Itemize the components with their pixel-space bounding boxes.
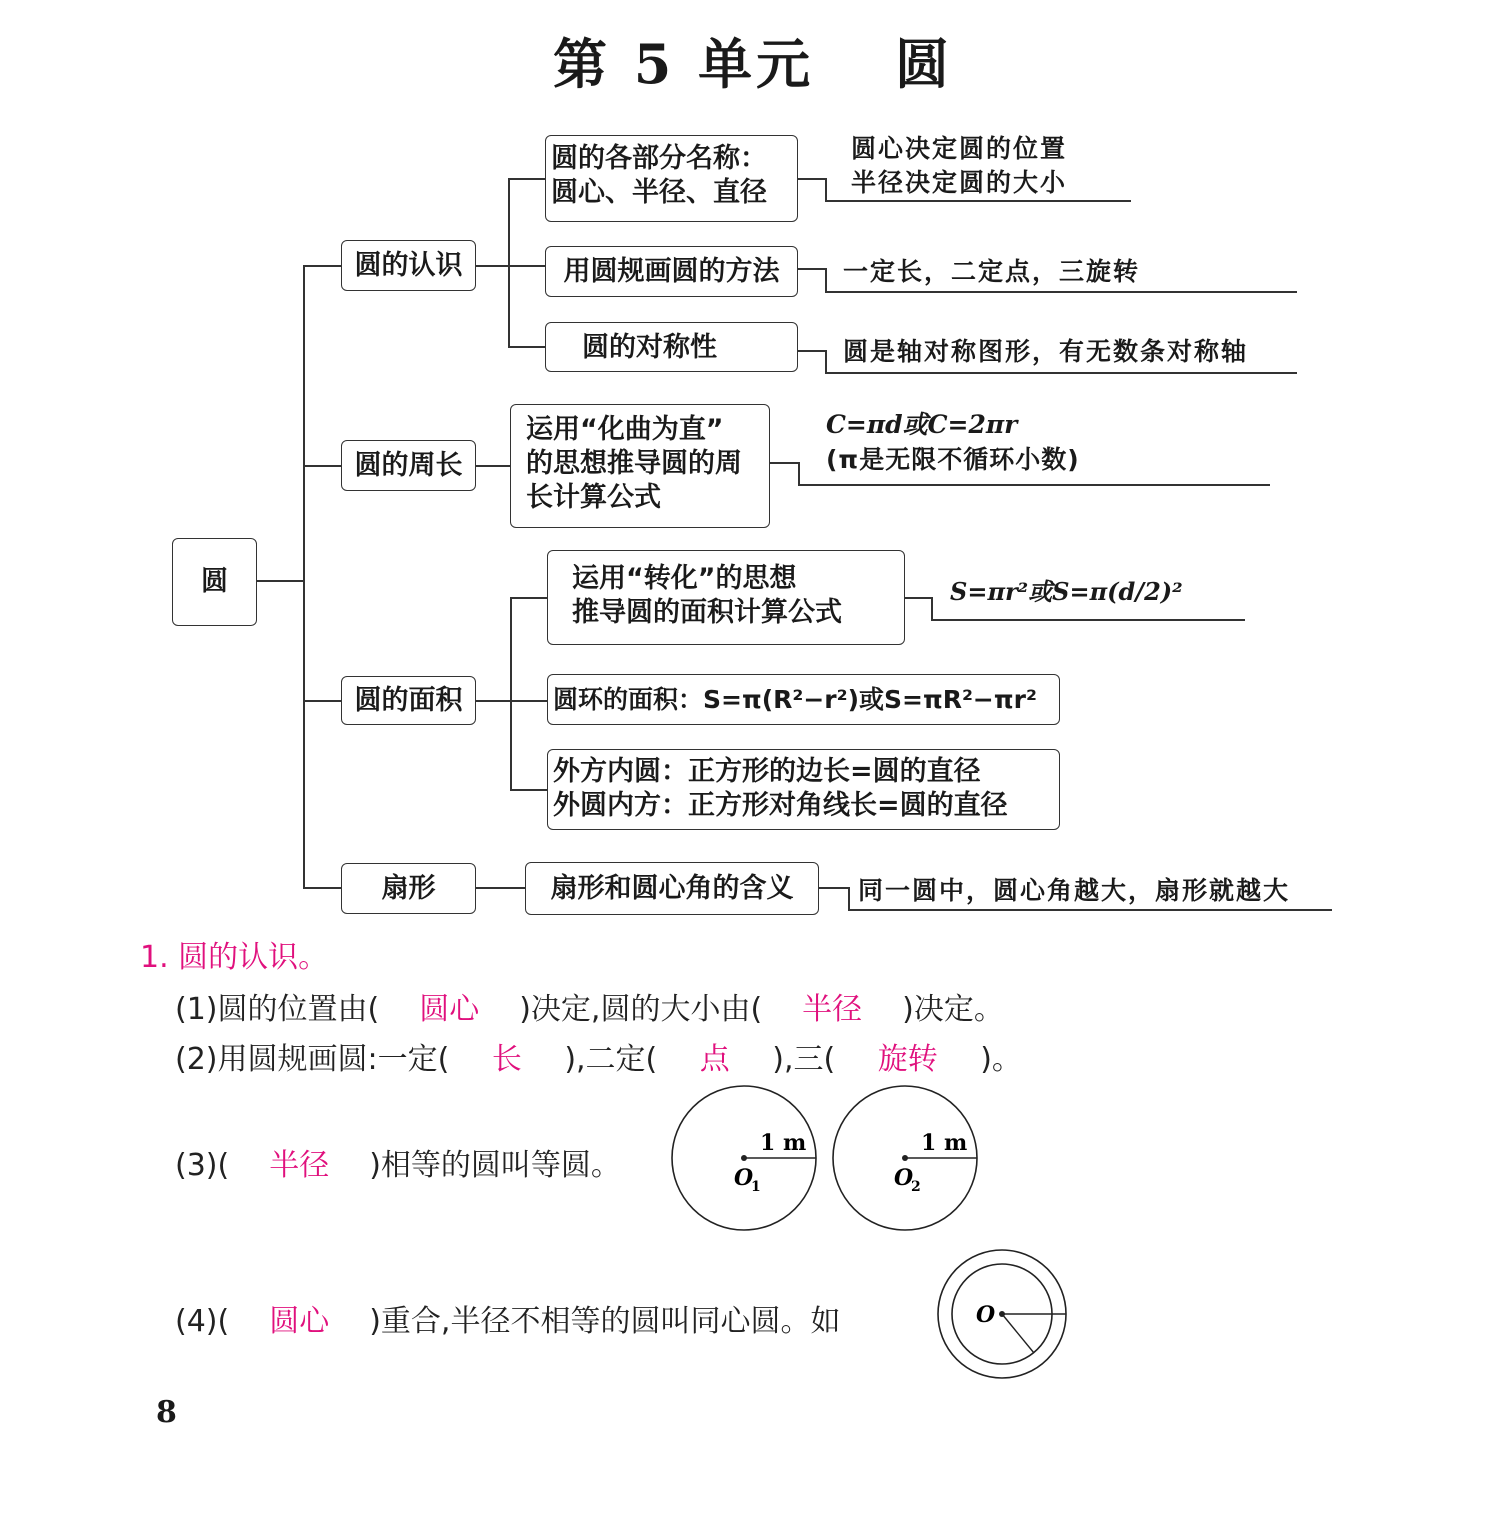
page-title: 第 5 单元 圆 [553,32,953,96]
q3-prefix: (3)( [175,1148,230,1183]
branch-label: 圆的认识 [354,249,463,281]
circumference-line: 运用“化曲为直” [526,414,724,445]
concentric-circles-figure [934,1246,1070,1382]
sector-label: 扇形和圆心角的含义 [550,872,794,904]
branch-sector [341,863,476,914]
circumference-line: 的思想推导圆的周 [526,448,742,479]
q1-mid: )决定,圆的大小由( [519,992,763,1027]
q1-answer-1: 圆心 [419,992,480,1027]
branch-circumference [341,440,476,491]
branch-label: 圆的周长 [354,449,463,481]
branch-area [341,676,476,725]
section-heading: 1. 圆的认识。 [140,940,329,975]
parts-note-line: 半径决定圆的大小 [851,168,1068,197]
compass-box [545,246,798,297]
q2-answer-2: 点 [699,1042,730,1077]
q2-answer-3: 旋转 [877,1042,938,1077]
q4-suffix: )重合,半径不相等的圆叫同心圆。如 [369,1304,841,1339]
q4-answer-1: 圆心 [269,1304,330,1339]
branch-recognition [341,240,476,291]
area-derive-box [547,550,905,645]
concentric-center-label: O [976,1302,996,1328]
center-label-o2: O [894,1165,914,1191]
question-3 [175,1140,621,1184]
question-2 [175,1034,1022,1078]
compass-note: 一定长，二定点，三旋转 [843,257,1141,286]
mindmap-root [172,538,257,626]
symmetry-label: 圆的对称性 [582,332,717,363]
circle-o1 [672,1086,816,1230]
symmetry-box [545,322,798,372]
question-4 [175,1296,840,1340]
square-circle-line: 外方内圆：正方形的边长=圆的直径 [553,756,981,787]
symmetry-note: 圆是轴对称图形，有无数条对称轴 [843,337,1249,366]
parts-box [545,135,798,222]
radius-label-2: 1 m [921,1130,968,1156]
parts-note-line: 圆心决定圆的位置 [851,134,1068,163]
square-circle-line: 外圆内方：正方形对角线长=圆的直径 [553,790,1008,821]
ring-area-label: 圆环的面积：S=π(R²−r²)或S=πR²−πr² [553,685,1037,714]
q3-answer-1: 半径 [269,1148,330,1183]
circle-o2 [833,1086,977,1230]
circumference-line: 长计算公式 [526,482,661,513]
equal-circles-figure [668,1083,988,1233]
q2-suffix: )。 [980,1042,1022,1077]
sector-note: 同一圆中，圆心角越大，扇形就越大 [858,876,1291,905]
q1-prefix: (1)圆的位置由( [175,992,380,1027]
branch-label: 圆的面积 [354,684,463,716]
q2-mid2: ),三( [772,1042,836,1077]
q1-suffix: )决定。 [902,992,1004,1027]
branch-label: 扇形 [381,872,436,904]
q2-prefix: (2)用圆规画圆:一定( [175,1042,450,1077]
sector-box [525,862,819,915]
center-sub-1: 1 [751,1179,761,1195]
parts-note [851,132,1067,200]
parts-line: 圆的各部分名称： [551,143,767,174]
ring-area-box [547,674,1060,725]
question-1 [175,984,1004,1028]
radius-label-1: 1 m [760,1130,807,1156]
root-label: 圆 [201,566,228,597]
parts-line: 圆心、半径、直径 [551,177,767,208]
area-formula: S=πr²或S=π(d/2)² [950,577,1183,606]
q3-suffix: )相等的圆叫等圆。 [369,1148,621,1183]
center-sub-2: 2 [911,1179,921,1195]
q1-answer-2: 半径 [802,992,863,1027]
page-number: 8 [156,1395,177,1430]
area-derive-line: 运用“转化”的思想 [572,563,797,594]
circumference-formula: C=πd或C=2πr [826,410,1018,439]
q2-mid1: ),二定( [564,1042,658,1077]
square-circle-box [547,749,1060,830]
q4-prefix: (4)( [175,1304,230,1339]
compass-label: 用圆规画圆的方法 [563,255,780,287]
center-label-o1: O [734,1165,754,1191]
area-derive-line: 推导圆的面积计算公式 [572,597,842,628]
pi-note: (π是无限不循环小数) [826,445,1080,474]
circumference-box [510,404,770,528]
q2-answer-1: 长 [491,1042,522,1077]
